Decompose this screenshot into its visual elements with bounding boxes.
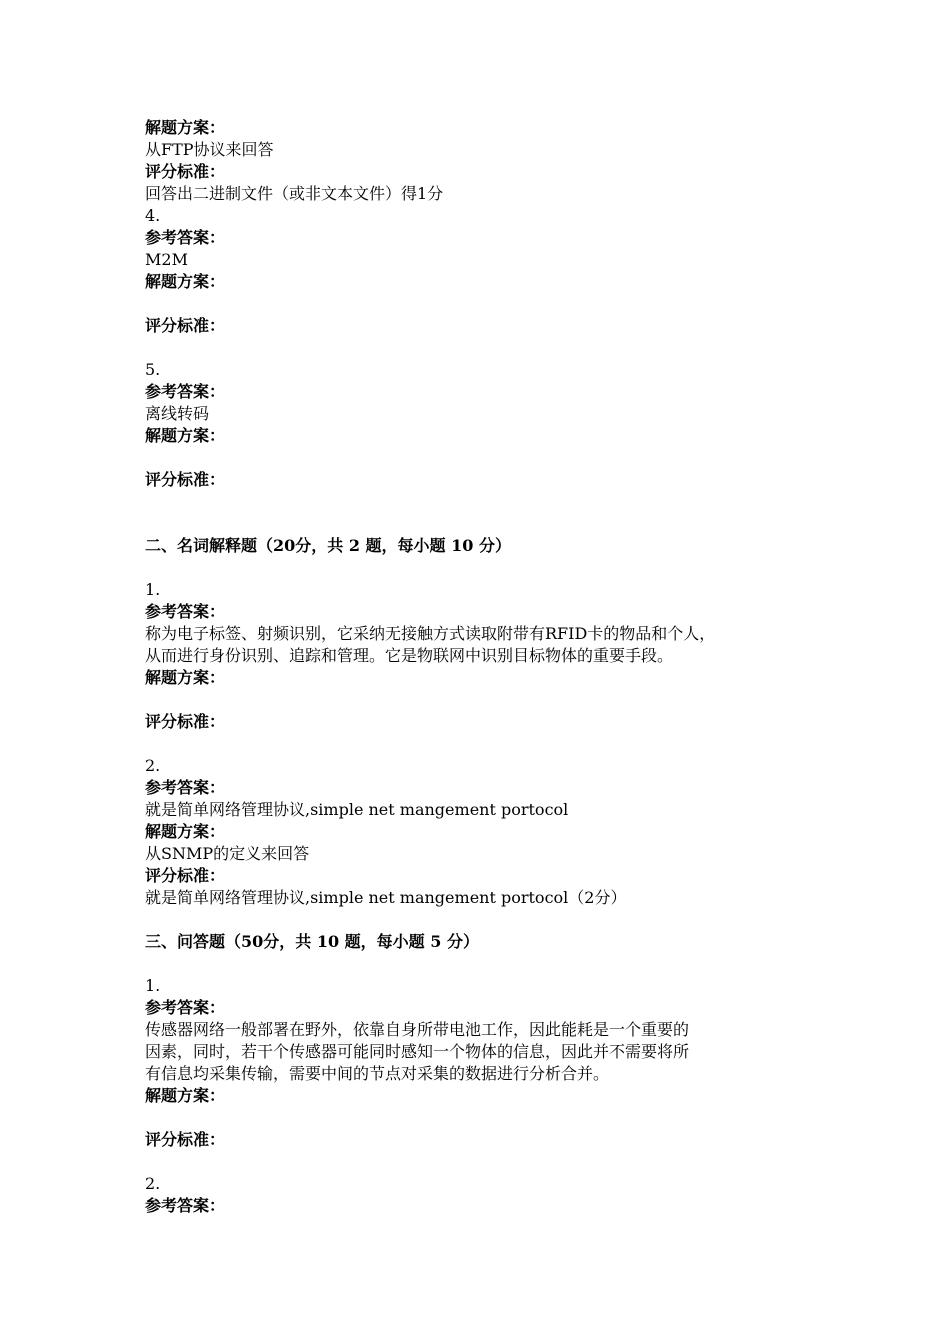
answer-line: 从而进行身份识别、追踪和管理。它是物联网中识别目标物体的重要手段。 [145, 646, 674, 665]
blank-line [145, 293, 835, 315]
solution-text: 从FTP协议来回答 [145, 140, 274, 159]
criteria-label: 评分标准： [145, 162, 226, 181]
criteria-label: 评分标准： [145, 712, 226, 731]
answer-label: 参考答案： [145, 382, 226, 401]
section-gap [145, 909, 835, 931]
section-title: 三、问答题（50分，共 10 题，每小题 5 分） [145, 932, 479, 951]
criteria-label: 评分标准： [145, 1130, 226, 1149]
question-number: 1. [145, 976, 161, 995]
answer-label: 参考答案： [145, 778, 226, 797]
answer-line: 传感器网络一般部署在野外，依靠自身所带电池工作，因此能耗是一个重要的 [145, 1020, 690, 1039]
solution-label: 解题方案： [145, 118, 226, 137]
answer-text: 就是简单网络管理协议,simple net mangement portocol [145, 800, 569, 819]
blank-line [145, 447, 835, 469]
solution-text: 从SNMP的定义来回答 [145, 844, 310, 863]
blank-line [145, 1107, 835, 1129]
answer-label: 参考答案： [145, 228, 226, 247]
answer-text: 离线转码 [145, 404, 210, 423]
section-gap [145, 557, 835, 579]
criteria-text: 就是简单网络管理协议,simple net mangement portocol（2分） [145, 888, 627, 907]
answer-line: 因素，同时，若干个传感器可能同时感知一个物体的信息，因此并不需要将所 [145, 1042, 690, 1061]
question-number: 5. [145, 360, 161, 379]
section-gap [145, 491, 835, 535]
answer-text: M2M [145, 250, 188, 269]
answer-label: 参考答案： [145, 602, 226, 621]
criteria-label: 评分标准： [145, 316, 226, 335]
solution-label: 解题方案： [145, 822, 226, 841]
question-number: 2. [145, 1174, 161, 1193]
blank-line [145, 733, 835, 755]
solution-label: 解题方案： [145, 272, 226, 291]
blank-line [145, 1151, 835, 1173]
answer-label: 参考答案： [145, 998, 226, 1017]
criteria-text: 回答出二进制文件（或非文本文件）得1分 [145, 184, 444, 203]
criteria-label: 评分标准： [145, 866, 226, 885]
criteria-label: 评分标准： [145, 470, 226, 489]
section-title: 二、名词解释题（20分，共 2 题，每小题 10 分） [145, 536, 511, 555]
answer-label: 参考答案： [145, 1196, 226, 1215]
section-gap [145, 953, 835, 975]
answer-line: 称为电子标签、射频识别，它采纳无接触方式读取附带有RFID卡的物品和个人， [145, 624, 716, 643]
question-number: 4. [145, 206, 161, 225]
blank-line [145, 689, 835, 711]
solution-label: 解题方案： [145, 426, 226, 445]
document-page [145, 117, 835, 1217]
question-number: 1. [145, 580, 161, 599]
question-number: 2. [145, 756, 161, 775]
solution-label: 解题方案： [145, 668, 226, 687]
blank-line [145, 337, 835, 359]
answer-line: 有信息均采集传输，需要中间的节点对采集的数据进行分析合并。 [145, 1064, 610, 1083]
solution-label: 解题方案： [145, 1086, 226, 1105]
